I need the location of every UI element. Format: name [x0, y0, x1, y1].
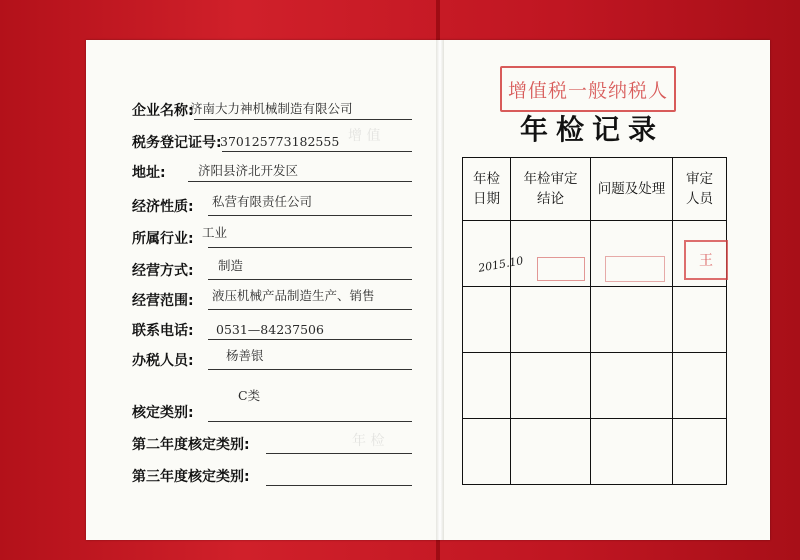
tax-officer-value: 杨善银 — [226, 348, 264, 363]
field-label: 所属行业: — [132, 231, 194, 247]
company-name-value: 济南大力神机械制造有限公司 — [190, 101, 353, 116]
show-through-text: 增 值 — [348, 128, 381, 144]
field-underline — [208, 279, 412, 280]
field-underline — [222, 151, 412, 152]
field-underline — [194, 119, 412, 120]
table-row — [463, 419, 727, 485]
header-inspection-date: 年检 日期 — [463, 158, 511, 221]
seal-impression — [537, 257, 585, 281]
field-label: 核定类别: — [132, 405, 194, 421]
handwritten-inspection-date: 2015.10 — [477, 254, 525, 275]
field-second-year-category — [132, 432, 412, 454]
business-scope-value: 液压机械产品制造生产、销售 — [212, 288, 375, 303]
field-label: 办税人员: — [132, 353, 194, 369]
table-header-row — [463, 158, 727, 221]
field-label: 经营方式: — [132, 263, 194, 279]
field-company-name — [132, 98, 412, 120]
field-business-scope — [132, 288, 412, 310]
header-inspection-conclusion: 年检审定 结论 — [511, 158, 591, 221]
field-label: 联系电话: — [132, 323, 194, 339]
field-label: 经营范围: — [132, 293, 194, 309]
header-reviewer: 审定 人员 — [673, 158, 727, 221]
field-tax-officer — [132, 348, 412, 370]
field-third-year-category — [132, 464, 412, 486]
field-underline — [208, 369, 412, 370]
field-underline — [208, 247, 412, 248]
field-label: 第二年度核定类别: — [132, 437, 250, 453]
field-phone — [132, 318, 412, 340]
field-underline — [208, 421, 412, 422]
phone-value: 0531—84237506 — [216, 322, 324, 337]
field-label: 地址: — [132, 165, 166, 181]
annual-inspection-table — [462, 157, 727, 485]
seal-impression — [605, 256, 665, 282]
tax-registration-value: 370125773182555 — [220, 134, 340, 149]
table-row — [463, 287, 727, 353]
industry-value: 工业 — [202, 225, 228, 240]
field-underline — [266, 485, 412, 486]
field-assessed-category — [132, 388, 412, 422]
field-tax-registration-no — [132, 130, 412, 152]
field-underline — [208, 339, 412, 340]
address-value: 济阳县济北开发区 — [198, 163, 299, 178]
field-address — [132, 160, 412, 182]
field-underline — [188, 181, 412, 182]
field-underline — [266, 453, 412, 454]
assessed-category-value: C类 — [238, 388, 261, 403]
field-underline — [208, 309, 412, 310]
field-label: 税务登记证号: — [132, 135, 222, 151]
field-label: 企业名称: — [132, 103, 194, 119]
field-industry — [132, 226, 412, 248]
economic-nature-value: 私营有限责任公司 — [212, 194, 313, 209]
reviewer-seal: 王 — [684, 240, 728, 280]
page-spine — [436, 40, 444, 540]
header-issues-handling: 问题及处理 — [591, 158, 673, 221]
vat-taxpayer-stamp: 增值税一般纳税人 — [500, 66, 676, 112]
show-through-text: 年 检 — [352, 433, 385, 449]
field-business-mode — [132, 258, 412, 280]
annual-inspection-title: 年检记录 — [520, 113, 665, 146]
field-economic-nature — [132, 194, 412, 216]
field-underline — [208, 215, 412, 216]
table-row — [463, 353, 727, 419]
field-label: 第三年度核定类别: — [132, 469, 250, 485]
field-label: 经济性质: — [132, 199, 194, 215]
business-mode-value: 制造 — [218, 258, 244, 273]
